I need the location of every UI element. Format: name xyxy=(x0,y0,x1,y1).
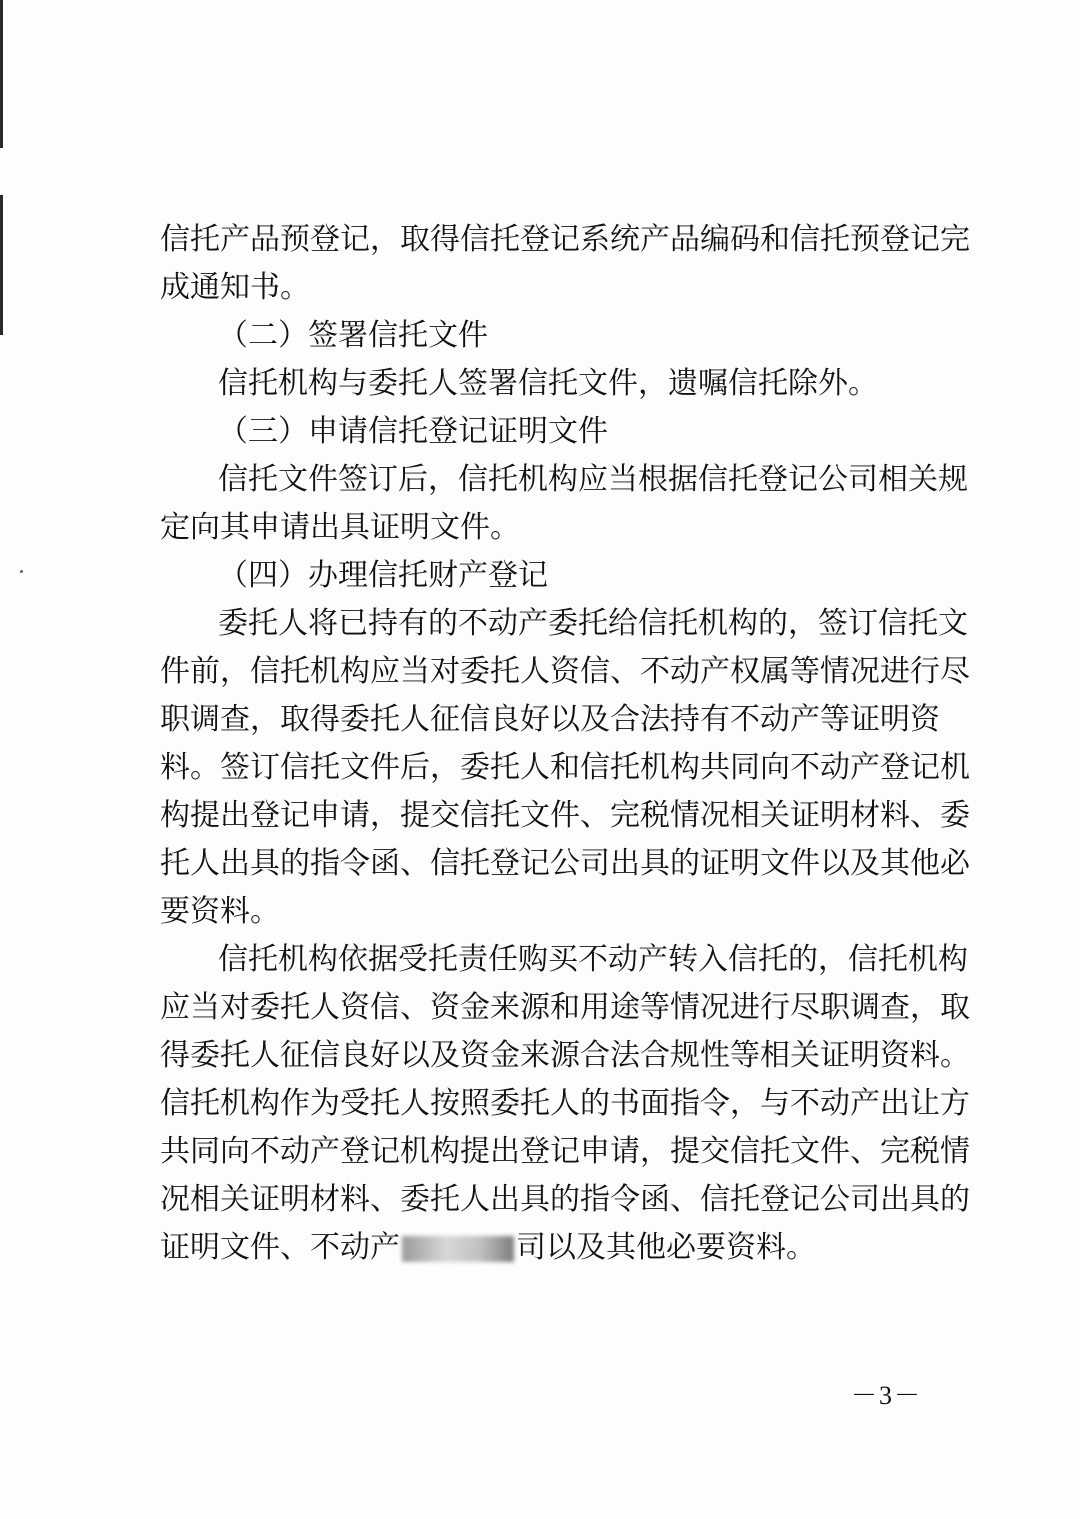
paragraph-line: 构提出登记申请，提交信托文件、完税情况相关证明材料、委 xyxy=(160,798,970,833)
redaction-blur xyxy=(402,1236,514,1262)
paragraph-line: 要资料。 xyxy=(160,894,280,929)
scan-edge-mark xyxy=(0,0,3,148)
paragraph-line: 成通知书。 xyxy=(160,270,310,305)
paragraph-line: 得委托人征信良好以及资金来源合法合规性等相关证明资料。 xyxy=(160,1038,970,1073)
paragraph-line: 信托机构作为受托人按照委托人的书面指令，与不动产出让方 xyxy=(160,1086,970,1121)
paragraph-line: 职调查，取得委托人征信良好以及合法持有不动产等证明资 xyxy=(160,702,940,737)
paragraph-line: 料。签订信托文件后，委托人和信托机构共同向不动产登记机 xyxy=(160,750,970,785)
paragraph-line: 托人出具的指令函、信托登记公司出具的证明文件以及其他必 xyxy=(160,846,970,881)
document-body xyxy=(160,216,970,1272)
paragraph-line: 信托机构与委托人签署信托文件，遗嘱信托除外。 xyxy=(218,366,878,401)
paragraph-line: 信托产品预登记，取得信托登记系统产品编码和信托预登记完 xyxy=(160,222,970,257)
line-text-before-redaction: 证明文件、不动产 xyxy=(160,1230,400,1265)
paragraph-line: 应当对委托人资信、资金来源和用途等情况进行尽职调查，取 xyxy=(160,990,970,1025)
section-heading: （三）申请信托登记证明文件 xyxy=(218,414,608,449)
paragraph-line: 定向其申请出具证明文件。 xyxy=(160,510,520,545)
paragraph-line: 委托人将已持有的不动产委托给信托机构的，签订信托文 xyxy=(218,606,968,641)
paragraph-line: 共同向不动产登记机构提出登记申请，提交信托文件、完税情 xyxy=(160,1134,970,1169)
section-heading: （二）签署信托文件 xyxy=(218,318,488,353)
paragraph-line: 况相关证明材料、委托人出具的指令函、信托登记公司出具的 xyxy=(160,1182,970,1217)
paragraph-line: 件前，信托机构应当对委托人资信、不动产权属等情况进行尽 xyxy=(160,654,970,689)
page-number: －3－ xyxy=(850,1381,922,1410)
paragraph-line: 信托文件签订后，信托机构应当根据信托登记公司相关规 xyxy=(218,462,968,497)
paragraph-line-redacted xyxy=(160,1224,940,1272)
line-text-after-redaction: 司以及其他必要资料。 xyxy=(516,1230,816,1265)
paragraph-line: 信托机构依据受托责任购买不动产转入信托的，信托机构 xyxy=(218,942,968,977)
scan-speck xyxy=(20,570,23,573)
section-heading: （四）办理信托财产登记 xyxy=(218,558,548,593)
scan-edge-mark xyxy=(0,195,3,335)
